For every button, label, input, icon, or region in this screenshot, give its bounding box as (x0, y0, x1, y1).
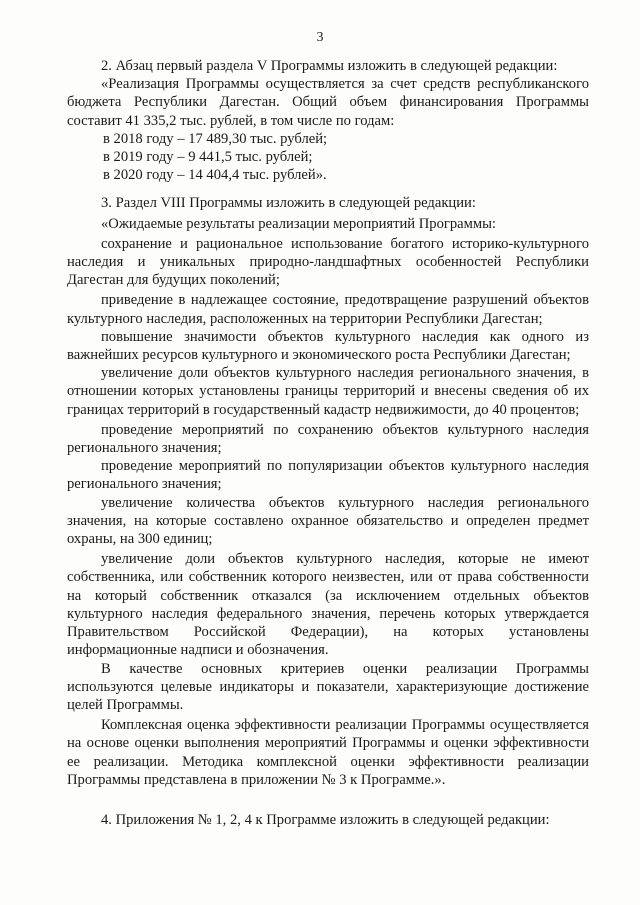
section-3-heading: 3. Раздел VIII Программы изложить в следующей редакции: (101, 195, 476, 212)
page-number: 3 (316, 30, 324, 45)
criteria-paragraph: В качестве основных критериев оценки реализации Программы используются целевые индикаторы и показатели, характеризующие достижение целей Программы. (67, 660, 589, 713)
funding-2020: в 2020 году – 14 404,4 тыс. рублей». (103, 167, 327, 184)
funding-2018: в 2018 году – 17 489,30 тыс. рублей; (103, 130, 328, 147)
result-item: проведение мероприятий по сохранению объектов культурного наследия регионального значения; (67, 421, 589, 457)
section-4-heading: 4. Приложения № 1, 2, 4 к Программе изложить в следующей редакции: (101, 811, 550, 828)
result-item: повышение значимости объектов культурного наследия как одного из важнейших ресурсов культурного и экономического роста Республики Дагестан; (67, 328, 589, 364)
result-item: проведение мероприятий по популяризации объектов культурного наследия регионального значения; (67, 458, 589, 493)
result-item: увеличение количества объектов культурного наследия регионального значения, на которые составлено охранное обязательство и определен предмет охраны, на 300 единиц; (67, 494, 589, 548)
result-item: увеличение доли объектов культурного наследия, которые не имеют собственника, или собственник которого неизвестен, или от права собственности на который собственник отказался (за исключением отдельных объектов культурного наследия федерального значения, перечень которых утверждается Правительством Российской Федерации), на которых установлены информационные надписи и обозначения. (67, 551, 589, 659)
result-item: сохранение и рациональное использование богатого историко-культурного наследия и уникальных природно-ландшафтных особенностей Республики Дагестан для будущих поколений; (67, 235, 589, 289)
funding-paragraph: «Реализация Программы осуществляется за счет средств республиканского бюджета Республики Дагестан. Общий объем финансирования Программы составит 41 335,2 тыс. рублей, в том числе по годам: (67, 76, 589, 129)
funding-2019: в 2019 году – 9 441,5 тыс. рублей; (103, 149, 313, 166)
section-2-heading: 2. Абзац первый раздела V Программы изложить в следующей редакции: (101, 58, 558, 74)
expected-results-title: «Ожидаемые результаты реализации мероприятий Программы: (101, 215, 496, 232)
result-item: увеличение доли объектов культурного наследия регионального значения, в отношении которых установлены границы территорий и внесены сведения об их границах территорий в государственный кадастр недвижимости, до 40 процентов; (67, 365, 589, 418)
result-item: приведение в надлежащее состояние, предотвращение разрушений объектов культурного наследия, расположенных на территории Республики Дагестан; (67, 292, 589, 327)
assessment-paragraph: Комплексная оценка эффективности реализации Программы осуществляется на основе оценки выполнения мероприятий Программы и оценки эффективности ее реализации. Методика комплексной оценки эффективности реализации Программы представлена в приложении № 3 к Программе.». (67, 717, 589, 788)
document-body (67, 57, 589, 829)
